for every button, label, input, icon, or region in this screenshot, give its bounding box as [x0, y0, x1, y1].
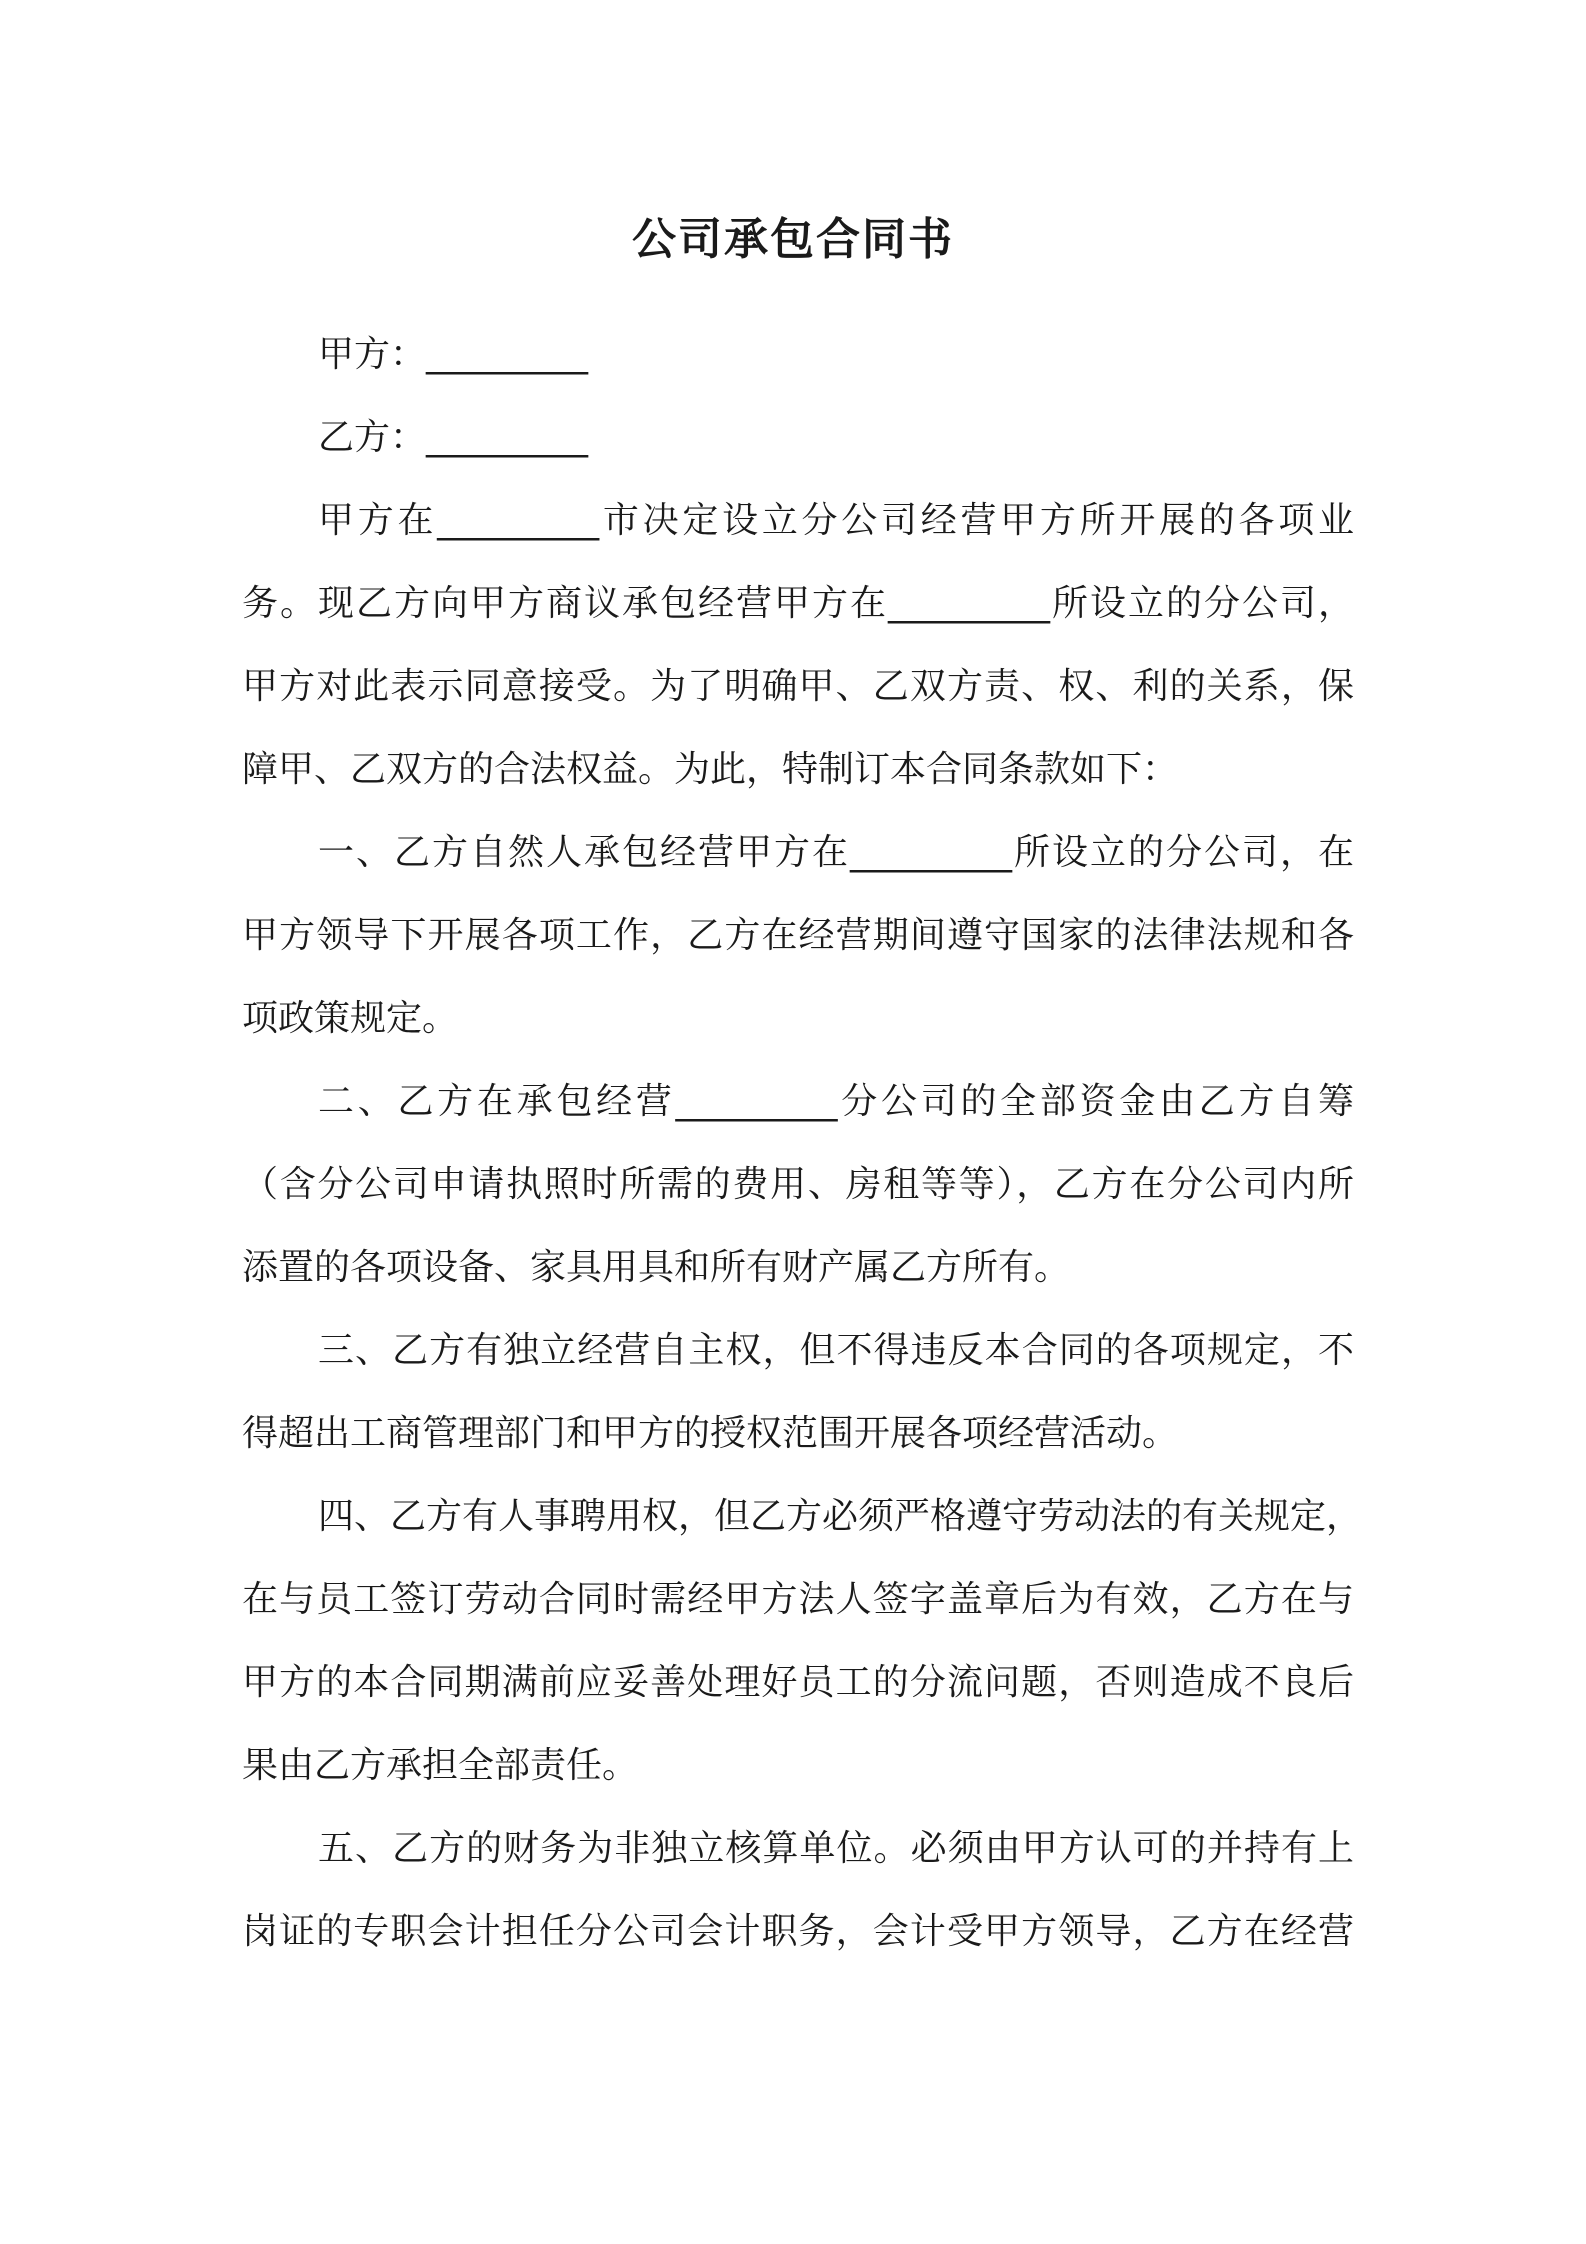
clause-4-line: 甲方的本合同期满前应妥善处理好员工的分流问题，否则造成不良后 [242, 1662, 1354, 1703]
clause-1-line: 甲方领导下开展各项工作，乙方在经营期间遵守国家的法律法规和各 [242, 915, 1354, 956]
clause-2-line: （含分公司申请执照时所需的费用、房租等等），乙方在分公司内所 [242, 1164, 1354, 1205]
text-line: 甲方在_________市决定设立分公司经营甲方所开展的各项业 [318, 500, 1354, 541]
text-line: 务。现乙方向甲方商议承包经营甲方在_________所设立的分公司， [242, 583, 1354, 624]
clause-3-line: 得超出工商管理部门和甲方的授权范围开展各项经营活动。 [242, 1413, 1179, 1454]
text-line: 甲方对此表示同意接受。为了明确甲、乙双方责、权、利的关系，保 [242, 666, 1354, 707]
clause-5-line: 五、乙方的财务为非独立核算单位。必须由甲方认可的并持有上 [318, 1828, 1354, 1869]
clause-1-line: 项政策规定。 [242, 998, 459, 1039]
party-b-line: 乙方：_________ [318, 417, 589, 458]
party-a-line: 甲方：_________ [318, 334, 589, 375]
clause-3-line: 三、乙方有独立经营自主权，但不得违反本合同的各项规定，不 [318, 1330, 1354, 1371]
clause-4-line: 在与员工签订劳动合同时需经甲方法人签字盖章后为有效，乙方在与 [242, 1579, 1354, 1620]
clause-5-line: 岗证的专职会计担任分公司会计职务，会计受甲方领导，乙方在经营 [242, 1911, 1354, 1952]
document-title: 公司承包合同书 [632, 214, 954, 265]
clause-1-line: 一、乙方自然人承包经营甲方在_________所设立的分公司，在 [318, 832, 1354, 873]
clause-4-line: 果由乙方承担全部责任。 [242, 1745, 639, 1786]
clause-2-line: 添置的各项设备、家具用具和所有财产属乙方所有。 [242, 1247, 1071, 1288]
text-line: 障甲、乙双方的合法权益。为此，特制订本合同条款如下： [242, 749, 1179, 790]
clause-2-line: 二、乙方在承包经营_________分公司的全部资金由乙方自筹 [318, 1081, 1354, 1122]
clause-4-line: 四、乙方有人事聘用权，但乙方必须严格遵守劳动法的有关规定， [318, 1496, 1363, 1537]
